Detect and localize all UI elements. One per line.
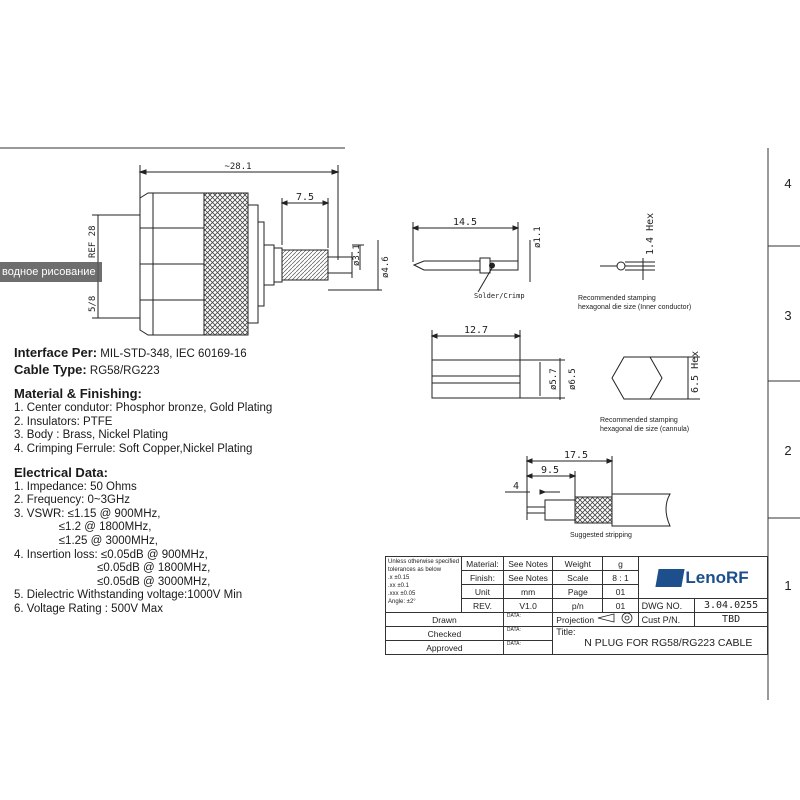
dim-ferrule-diameter: ø4.6 — [381, 256, 391, 278]
title-value: N PLUG FOR RG58/RG223 CABLE — [584, 637, 753, 649]
electrical-item: 4. Insertion loss: ≤0.05dB @ 900MHz, — [14, 548, 208, 561]
finish-value: See Notes — [503, 571, 552, 585]
title-cell — [553, 627, 768, 655]
dwg-label: DWG NO. — [638, 599, 695, 613]
scale-label: Scale — [553, 571, 603, 585]
hex-die-inner — [600, 258, 655, 280]
stamp-inner-line1: Recommended stamping — [578, 295, 656, 302]
cust-label: Cust P/N. — [638, 613, 695, 627]
rev-label: REV. — [462, 599, 504, 613]
title-block — [385, 556, 768, 655]
dim-ref-hex-b: 5/8 — [88, 295, 98, 312]
material-item: 4. Crimping Ferrule: Soft Copper,Nickel Plating — [14, 442, 253, 455]
zone-label-2: 2 — [784, 443, 792, 458]
checked-date: DATA: — [503, 627, 552, 641]
dim-strip-mid: 9.5 — [540, 465, 560, 476]
electrical-heading: Electrical Data: — [14, 464, 108, 480]
interface-line — [14, 345, 272, 362]
electrical-item: 3. VSWR: ≤1.15 @ 900MHz, — [14, 507, 161, 520]
zone-label-4: 4 — [784, 176, 792, 191]
dim-pin-length: 14.5 — [452, 217, 478, 228]
connector-side-view — [92, 165, 382, 335]
electrical-item: 6. Voltage Rating : 500V Max — [14, 602, 163, 615]
cable-value: RG58/RG223 — [86, 364, 160, 377]
center-pin-view — [413, 222, 530, 292]
dwg-value: 3.04.0255 — [695, 599, 768, 613]
pn-label: p/n — [553, 599, 603, 613]
electrical-item: 5. Dielectric Withstanding voltage:1000V Min — [14, 589, 243, 602]
brand-logo — [638, 557, 767, 599]
dim-strip-pin: 4 — [512, 481, 520, 492]
material-heading: Material & Finishing: — [14, 386, 142, 402]
zone-label-1: 1 — [784, 578, 792, 593]
interface-label: Interface Per: — [14, 345, 98, 360]
drawn-date: DATA: — [503, 613, 552, 627]
tol-note-2: tolerances as below — [388, 567, 442, 573]
solder-crimp-label: Solder/Crimp — [474, 292, 525, 300]
pn-value: 01 — [603, 599, 638, 613]
dim-sleeve-id: ø5.7 — [549, 368, 559, 390]
title-label: Title: — [556, 627, 576, 637]
interface-value: MIL-STD-348, IEC 60169-16 — [97, 348, 247, 360]
tol-xx: .xx ±0.1 — [388, 583, 409, 589]
electrical-item: ≤0.05dB @ 3000MHz, — [14, 575, 211, 588]
material-item: 2. Insulators: PTFE — [14, 415, 113, 428]
dim-sleeve-length: 12.7 — [463, 325, 489, 336]
electrical-item: ≤1.25 @ 3000MHz, — [14, 534, 158, 547]
dim-sleeve-od: ø6.5 — [568, 368, 578, 390]
overlay-label: водное рисование — [0, 262, 102, 282]
unit-label: Unit — [462, 585, 504, 599]
drawn-label: Drawn — [386, 613, 504, 627]
dim-pin-dia: ø1.1 — [533, 226, 543, 248]
dim-ferrule-length: 7.5 — [295, 192, 315, 203]
tolerance-note — [386, 557, 462, 613]
page-label: Page — [553, 585, 603, 599]
tol-note-1: Unless otherwise specified — [388, 559, 460, 565]
crimp-sleeve-view — [432, 330, 565, 400]
dim-strip-total: 17.5 — [563, 450, 589, 461]
hex-die-cannula — [612, 357, 700, 399]
stamp-cannula-line2: hexagonal die size (cannula) — [600, 426, 690, 433]
stamp-cannula-line1: Recommended stamping — [600, 417, 678, 424]
zone-label-3: 3 — [784, 308, 792, 323]
cable-label: Cable Type: — [14, 361, 87, 377]
electrical-item: 2. Frequency: 0~3GHz — [14, 494, 131, 507]
approved-label: Approved — [386, 641, 504, 655]
weight-label: Weight — [553, 557, 603, 571]
spec-block — [14, 345, 272, 617]
electrical-item: ≤0.05dB @ 1800MHz, — [14, 562, 211, 575]
tol-x: .x ±0.15 — [388, 575, 410, 581]
material-item: 3. Body : Brass, Nickel Plating — [14, 429, 169, 442]
weight-value: g — [603, 557, 638, 571]
stamp-inner-line2: hexagonal die size (Inner conductor) — [578, 304, 692, 311]
dim-hex-inner: 1.4 Hex — [645, 212, 656, 255]
material-label: Material: — [462, 557, 504, 571]
dim-pin-diameter: ø3.1 — [352, 244, 362, 266]
dim-ref-hex-a: REF 28 — [88, 225, 98, 258]
rev-value: V1.0 — [503, 599, 552, 613]
tol-xxx: .xxx ±0.05 — [388, 591, 416, 597]
material-item: 1. Center condutor: Phosphor bronze, Gold Plating — [14, 402, 273, 415]
scale-value: 8 : 1 — [603, 571, 638, 585]
cable-stripping-view — [505, 456, 670, 526]
projection-label: Projection — [553, 613, 638, 627]
electrical-item: 1. Impedance: 50 Ohms — [14, 480, 137, 493]
cust-value: TBD — [695, 613, 768, 627]
stripping-caption: Suggested stripping — [570, 532, 632, 539]
dim-overall-length: ~28.1 — [224, 162, 252, 172]
electrical-item: ≤1.2 @ 1800MHz, — [14, 521, 152, 534]
cable-line — [14, 362, 272, 379]
brand-name: LenoRF — [685, 567, 749, 587]
approved-date: DATA: — [503, 641, 552, 655]
tol-angle: Angle: ±2° — [388, 599, 416, 605]
page-value: 01 — [603, 585, 638, 599]
checked-label: Checked — [386, 627, 504, 641]
logo-icon — [655, 569, 684, 587]
finish-label: Finish: — [462, 571, 504, 585]
unit-value: mm — [503, 585, 552, 599]
dim-hex-cannula: 6.5 Hex — [690, 350, 701, 393]
material-value: See Notes — [503, 557, 552, 571]
